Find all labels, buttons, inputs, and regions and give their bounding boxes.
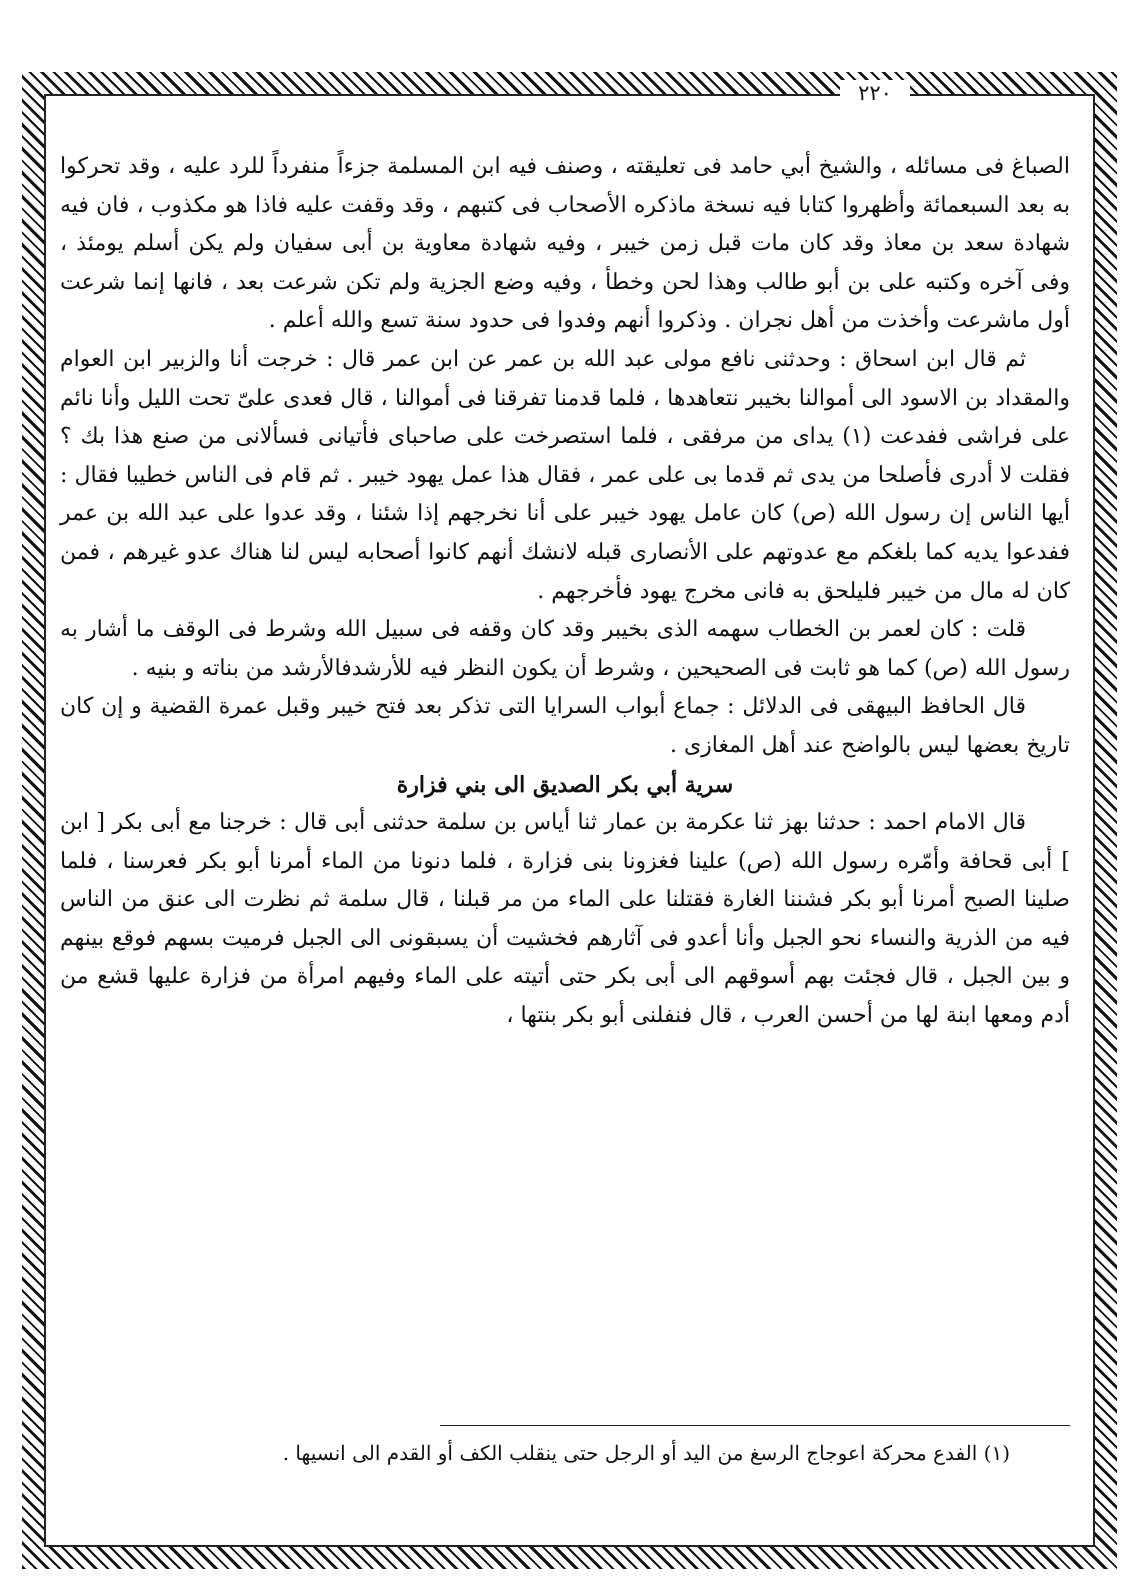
paragraph-2: ثم قال ابن اسحاق : وحدثنى نافع مولى عبد الله بن عمر عن ابن عمر قال : خرجت أنا والزبير ابن العوام والمقداد بن الاسود الى أموالنا بخيبر نتعاهدها ، فلما قدمنا تفرقنا فى أموالنا ، قال فعدى علىّ تحت الليل وأنا نائم على فراشى ففدعت (١) يداى من مرفقى ، فلما استصرخت على صاحباى فأتيانى فسألانى من صنع هذا بك ؟ فقلت لا أدرى فأصلحا من يدى ثم قدما بى على عمر ، فقال هذا عمل يهود خيبر . ثم قام فى الناس خطيبا فقال : أيها الناس إن رسول الله (ص) كان عامل يهود خيبر على أنا نخرجهم إذا شئنا ، وقد عدوا على عبد الله بن عمر ففدعوا يديه كما بلغكم مع عدوتهم على الأنصارى قبله لانشك أنهم كانوا أصحابه ليس لنا هناك عدو غيرهم ، فمن كان له مال من خيبر فليلحق به فانى مخرج يهود فأخرجهم . (60, 346, 1070, 604)
paragraph-3: قلت : كان لعمر بن الخطاب سهمه الذى بخيبر وقد كان وقفه فى سبيل الله وشرط فى الوقف ما أشار به رسول الله (ص) كما هو ثابت فى الصحيحين ، وشرط أن يكون النظر فيه للأرشدفالأرشد من بناته و بنيه . (60, 617, 1070, 681)
paragraph-5: قال الامام احمد : حدثنا بهز ثنا عكرمة بن عمار ثنا أياس بن سلمة حدثنى أبى قال : خرجنا مع أبى بكر [ ابن ] أبى قحافة وأمّره رسول الله (ص) علينا فغزونا بنى فزارة ، فلما دنونا من الماء أمرنا أبو بكر فعرسنا ، فلما صلينا الصبح أمرنا أبو بكر فشننا الغارة فقتلنا على الماء من مر قبلنا ، قال سلمة ثم نظرت الى عنق من الناس فيه من الذرية والنساء نحو الجبل وأنا أعدو فى آثارهم فخشيت أن يسبقونى الى الجبل فرميت بسهم فوقع بينهم و بين الجبل ، قال فجئت بهم أسوقهم الى أبى بكر حتى أتيته على الماء وفيهم امرأة من فزارة عليها قشع من أدم ومعها ابنة لها من أحسن العرب ، قال فنفلنى أبو بكر بنتها ، (60, 810, 1071, 1029)
section-heading: سرية أبي بكر الصديق الى بني فزارة (396, 771, 734, 798)
page-number: ٢٢٠ (840, 80, 910, 106)
main-text (60, 148, 1070, 1036)
paragraph-1: الصباغ فى مسائله ، والشيخ أبي حامد فى تعليقته ، وصنف فيه ابن المسلمة جزءاً منفرداً للرد عليه ، وقد تحركوا به بعد السبعمائة وأظهروا كتابا فيه نسخة ماذكره الأصحاب فى كتبهم ، وقد وقفت عليه فاذا هو مكذوب ، فان فيه شهادة سعد بن معاذ وقد كان مات قبل زمن خيبر ، وفيه شهادة معاوية بن أبى سفيان ولم يكن أسلم يومئذ ، وفى آخره وكتبه على بن أبو طالب وهذا لحن وخطأ ، وفيه وضع الجزية ولم تكن شرعت بعد ، فانها إنما شرعت أول ماشرعت وأخذت من أهل نجران . وذكروا أنهم وفدوا فى حدود سنة تسع والله أعلم . (60, 154, 1070, 334)
footnote-divider (440, 1425, 1070, 1426)
footnote: (١) الفدع محركة اعوجاج الرسغ من اليد أو الرجل حتى ينقلب الكف أو القدم الى انسيها . (282, 1441, 1010, 1465)
paragraph-4: قال الحافظ البيهقى فى الدلائل : جماع أبواب السرايا التى تذكر بعد فتح خيبر وقبل عمرة القضية و إن كان تاريخ بعضها ليس بالواضح عند أهل المغازى . (60, 694, 1070, 758)
